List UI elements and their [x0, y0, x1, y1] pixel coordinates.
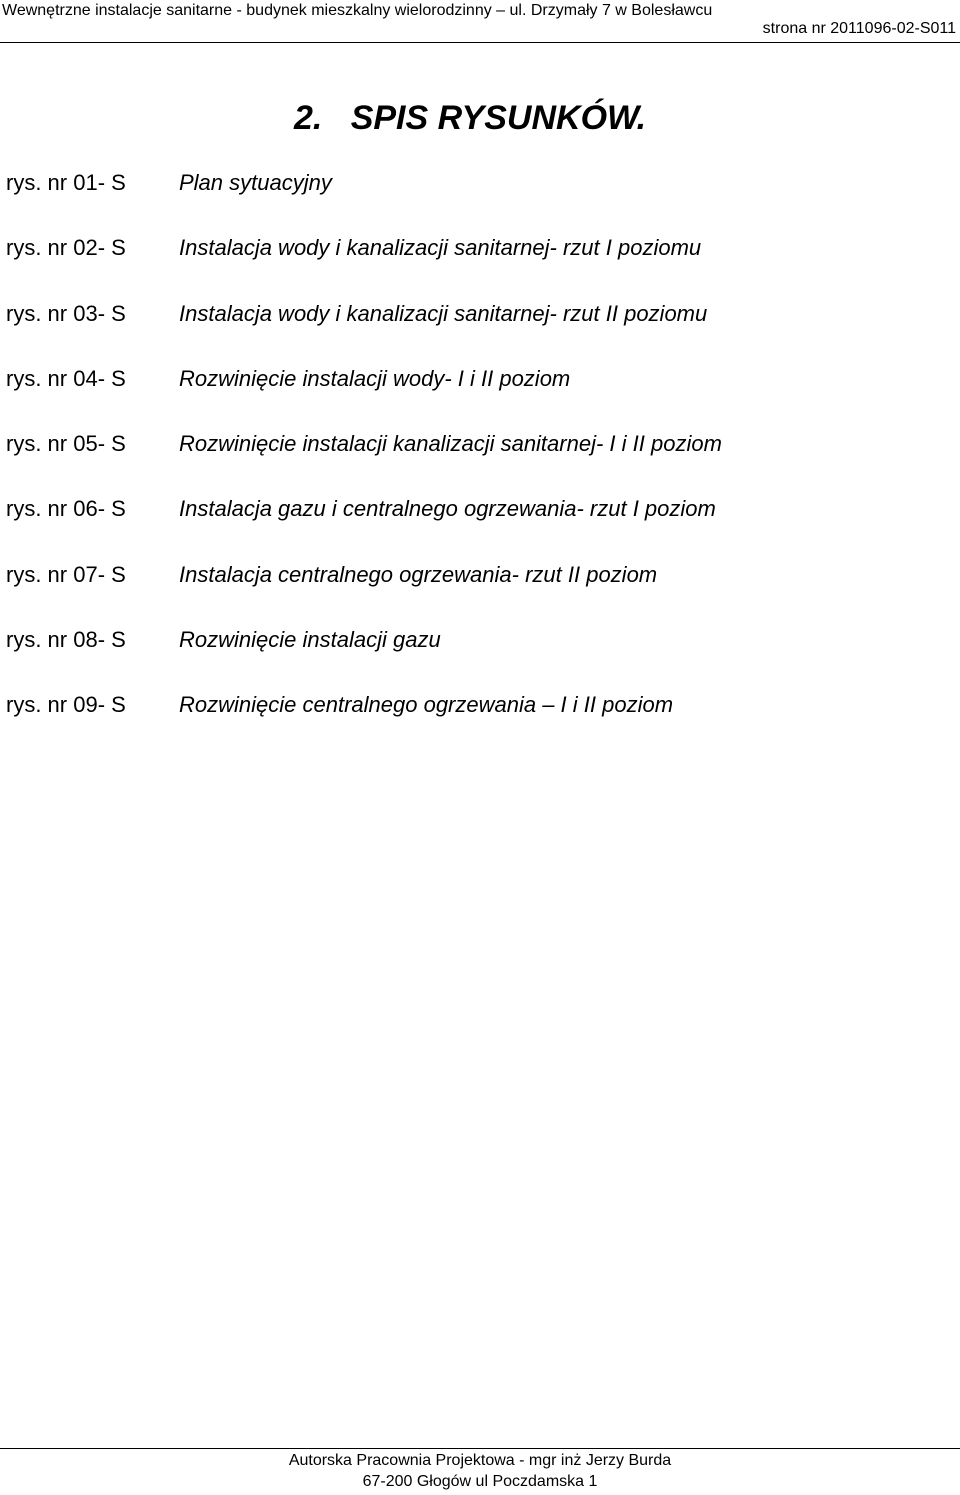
drawing-row [0, 622, 960, 687]
drawing-row [0, 557, 960, 622]
drawing-row [0, 491, 960, 556]
drawing-list [0, 165, 960, 753]
drawing-code: rys. nr 09- S [6, 692, 126, 718]
drawing-title: Plan sytuacyjny [179, 170, 332, 195]
drawing-title: Rozwinięcie centralnego ogrzewania – I i II poziom [179, 692, 674, 718]
drawing-code: rys. nr 04- S [6, 365, 126, 391]
footer-company: Autorska Pracownia Projektowa - mgr inż Jerzy Burda [288, 1452, 672, 1469]
drawing-row [0, 361, 960, 426]
drawing-title: Rozwinięcie instalacji gazu [179, 627, 441, 653]
drawing-code: rys. nr 01- S [6, 170, 126, 195]
page-header [0, 0, 960, 43]
drawing-code: rys. nr 02- S [6, 235, 126, 261]
drawing-row [0, 426, 960, 491]
drawing-code: rys. nr 07- S [6, 561, 126, 587]
drawing-row [0, 165, 960, 230]
drawing-code: rys. nr 05- S [6, 431, 126, 457]
drawing-title: Rozwinięcie instalacji kanalizacji sanitarnej- I i II poziom [179, 431, 722, 457]
drawing-title: Instalacja gazu i centralnego ogrzewania- rzut I poziom [179, 496, 716, 522]
drawing-title: Instalacja wody i kanalizacji sanitarnej- rzut II poziomu [179, 300, 708, 326]
footer-address: 67-200 Głogów ul Poczdamska 1 [362, 1473, 598, 1490]
drawing-code: rys. nr 08- S [6, 627, 126, 653]
section-heading: 2. SPIS RYSUNKÓW. [294, 99, 647, 137]
page-reference: strona nr 2011096-02-S011 [762, 20, 956, 37]
page-footer [0, 1448, 960, 1495]
drawing-title: Instalacja wody i kanalizacji sanitarnej- rzut I poziomu [179, 235, 702, 261]
drawing-row [0, 296, 960, 361]
drawing-code: rys. nr 03- S [6, 300, 126, 326]
drawing-title: Rozwinięcie instalacji wody- I i II poziom [179, 365, 571, 391]
document-title: Wewnętrzne instalacje sanitarne - budynek mieszkalny wielorodzinny – ul. Drzymały 7 w Bolesławcu [2, 2, 713, 19]
drawing-row [0, 687, 960, 752]
drawing-title: Instalacja centralnego ogrzewania- rzut II poziom [179, 561, 658, 587]
drawing-row [0, 230, 960, 295]
drawing-code: rys. nr 06- S [6, 496, 126, 522]
